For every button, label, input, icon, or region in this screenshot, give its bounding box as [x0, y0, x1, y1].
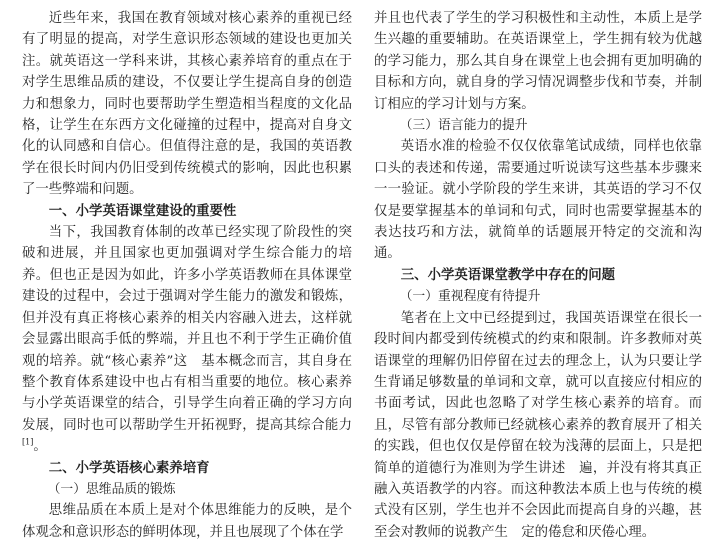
body-paragraph: 英语水准的检验不仅仅依靠笔试成绩，同样也依靠口头的表述和传递，需要通过听说读写这些基本步骤来一一验证。就小学阶段的学生来讲，其英语的学习不仅仅是要掌握基本的单词和句式，同时也需要掌握基本的表达技巧和方法，就简单的话题展开特定的交流和沟通。 [374, 139, 702, 262]
section-heading: 二、小学英语核心素养培育 [48, 460, 210, 476]
paragraph-end: 。 [33, 439, 47, 455]
body-paragraph [22, 222, 352, 457]
citation-marker: [1] [22, 437, 34, 447]
section-heading: 一、小学英语课堂建设的重要性 [48, 203, 237, 219]
subsection-heading: （一）思维品质的锻炼 [47, 481, 176, 497]
body-paragraph: 近些年来，我国在教育领域对核心素养的重视已经有了明显的提高，对学生意识形态领域的建设也更加关注。就英语这一学科来讲，其核心素养培育的重点在于对学生思维品质的建设，不仅要让学生提高自身的创造力和想象力，同时也要帮助学生塑造相当程度的文化品格，让学生在东西方文化碰撞的过程中，提高对自身文化的认同感和自信心。但值得注意的是，我国的英语教学在很长时间内仍旧受到传统模式的影响，因此也积累了一些弊端和问题。 [22, 11, 352, 198]
body-paragraph: 并且也代表了学生的学习积极性和主动性，本质上是学生兴趣的重要辅助。在英语课堂上，学生拥有较为优越的学习能力，那么其自身在课堂上也会拥有更加明确的目标和方向，就自身的学习情况调整步伐和节奏，并制订相应的学习计划与方案。 [374, 11, 702, 112]
left-column [22, 8, 352, 543]
right-column [374, 8, 702, 543]
body-paragraph: 笔者在上文中已经提到过，我国英语课堂在很长一段时间内都受到传统模式的约束和限制。许多教师对英语课堂的理解仍旧停留在过去的理念上，认为只要让学生背诵足够数量的单词和文章，就可以直接应付相应的书面考试，因此也忽略了对学生核心素养的培育。而且，尽管有部分教师已经就核心素养的教育展开了相关的实践，但也仅仅是停留在较为浅薄的层面上，只是把简单的道德行为准则为学生讲述 遍，并没有将其真正融入英语教学的内容。而这种教法本质上也与传统的模式没有区别，学生也并不会因此而提高自身的兴趣，甚至会对教师的说教产生 定的倦怠和厌倦心理。 [374, 310, 702, 540]
paragraph-text: 当下，我国教育体制的改革已经实现了阶段性的突破和进展，并且国家也更加强调对学生综合能力的培养。但也正是因为如此，许多小学英语教师在具体课堂建设的过程中，会过于强调对学生能力的激发和锻炼，但并没有真正将核心素养的相关内容融入进去，这样就会显露出眼高手低的弊端，并且也不利于学生正确价值观的培养。就“核心素养”这 基本概念而言，其自身在整个教育体系建设中也占有相当重要的地位。核心素养与小学英语课堂的结合，引导学生向着正确的学习方向发展，同时也可以帮助学生开拓视野，提高其综合能力 [22, 225, 352, 433]
body-paragraph: 思维品质在本质上是对个体思维能力的反映，是个体观念和意识形态的鲜明体现，并且也展现了个体在学 [22, 503, 352, 540]
subsection-heading: （一）重视程度有待提升 [399, 289, 541, 305]
subsection-heading: （三）语言能力的提升 [399, 118, 528, 134]
section-heading: 三、小学英语课堂教学中存在的问题 [400, 267, 616, 283]
